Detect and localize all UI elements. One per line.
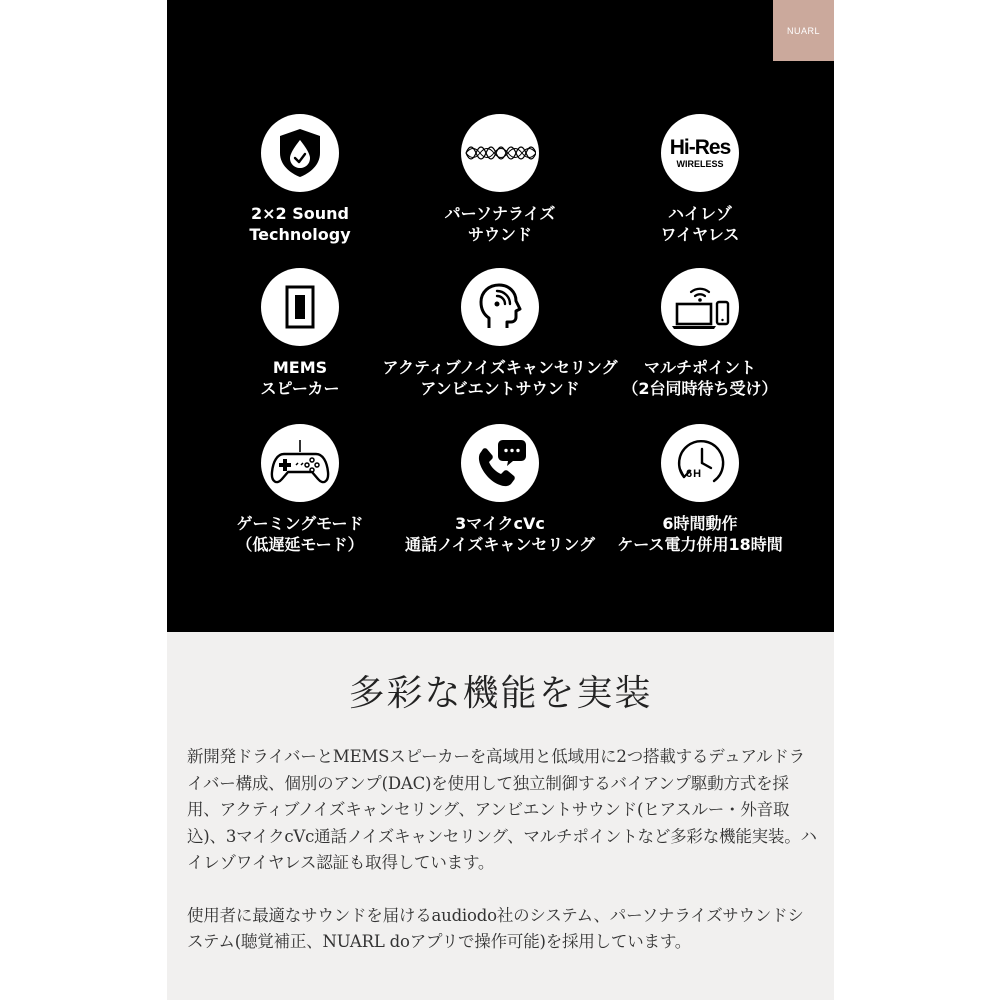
features-section xyxy=(167,0,834,632)
water-shield-icon xyxy=(261,114,339,192)
waveform-icon xyxy=(461,114,539,192)
feature-label-line1: アクティブノイズキャンセリング xyxy=(382,358,618,377)
feature-hi-res-wireless xyxy=(580,114,820,245)
clock-6h-text: 6H xyxy=(686,468,703,480)
multipoint-devices-icon xyxy=(661,268,739,346)
content-panel xyxy=(167,0,834,1000)
body-paragraph-1: 新開発ドライバーとMEMSスピーカーを高域用と低域用に2つ搭載するデュアルドライバー構成、個別のアンプ(DAC)を使用して独立制御するバイアンプ駆動方式を採用、アクティブノイズキャンセリング、アンビエントサウンド(ヒアスルー・外音取込)、3マイクcVc通話ノイズキャンセリング、マルチポイントなど多彩な機能実装。ハイレゾワイヤレス認証も取得しています。 xyxy=(187,747,817,872)
feature-label-line1: 2×2 Sound xyxy=(251,204,349,223)
body-paragraph-2: 使用者に最適なサウンドを届けるaudiodo社のシステム、パーソナライズサウンドシステム(聴覚補正、NUARL doアプリで操作可能)を採用しています。 xyxy=(187,905,804,951)
feature-label-line1: ゲーミングモード xyxy=(236,514,364,533)
feature-label-line1: パーソナライズ xyxy=(444,204,556,223)
clock-6h-icon xyxy=(661,424,739,502)
section-body xyxy=(187,744,817,982)
feature-label-line2: 通話ノイズキャンセリング xyxy=(404,535,596,554)
feature-6h-battery xyxy=(580,424,820,555)
feature-multipoint xyxy=(580,268,820,399)
wireless-logo-text: WIRELESS xyxy=(676,159,724,169)
feature-label-line1: 3マイクcVc xyxy=(455,514,545,533)
feature-label-line1: ハイレゾ xyxy=(667,204,732,223)
head-sound-icon xyxy=(461,268,539,346)
section-heading: 多彩な機能を実装 xyxy=(348,673,653,714)
mems-speaker-icon xyxy=(261,268,339,346)
feature-label-line2: （2台同時待ち受け） xyxy=(622,379,778,398)
feature-label-line1: マルチポイント xyxy=(643,358,756,377)
feature-label-line2: アンビエントサウンド xyxy=(420,379,580,398)
feature-label-line2: ワイヤレス xyxy=(660,225,740,244)
feature-label-line1: 6時間動作 xyxy=(662,514,738,533)
hi-res-wireless-icon xyxy=(661,114,739,192)
feature-label-line2: サウンド xyxy=(467,225,532,244)
feature-label-line2: Technology xyxy=(249,225,351,244)
feature-label-line2: スピーカー xyxy=(260,379,340,398)
hi-res-logo-text: Hi-Res xyxy=(669,136,731,159)
feature-label-line1: MEMS xyxy=(272,358,328,377)
phone-call-icon xyxy=(461,424,539,502)
brand-badge: NUARL xyxy=(773,0,834,61)
game-controller-icon xyxy=(261,424,339,502)
feature-label-line2: ケース電力併用18時間 xyxy=(617,535,783,554)
feature-label-line2: （低遅延モード） xyxy=(236,535,364,554)
